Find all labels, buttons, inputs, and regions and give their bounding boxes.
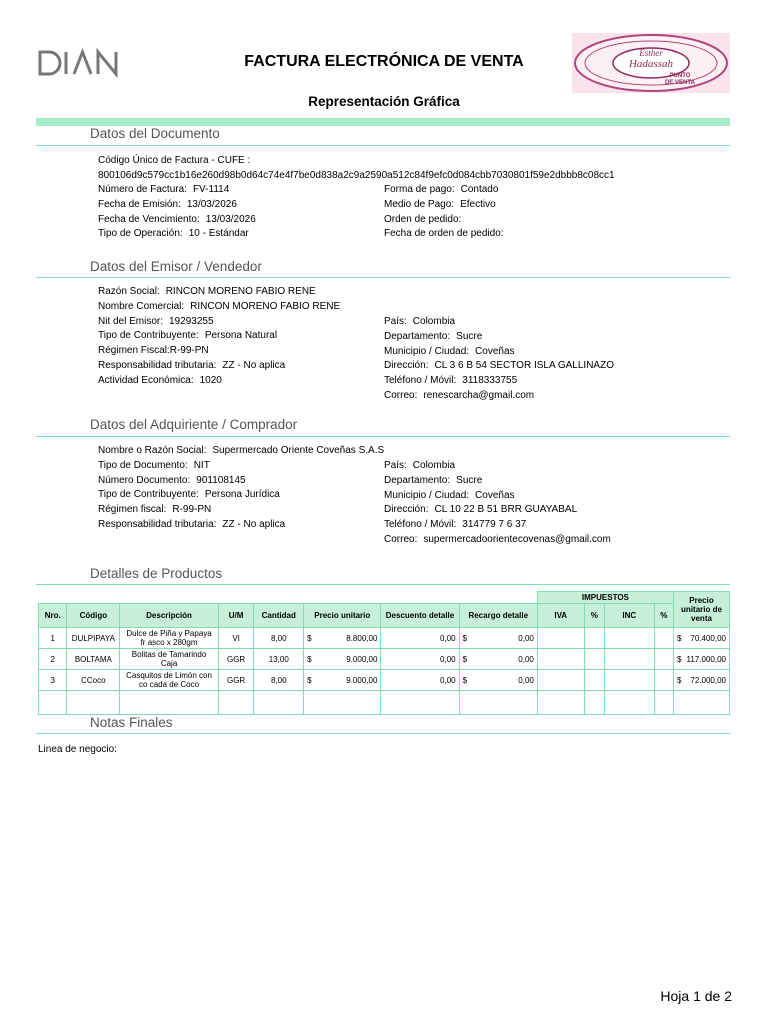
table-header-row-2 (39, 604, 730, 628)
table-row: 1 DULPIPAYA Dulce de Piña y Papaya fr asco x 280gm VI 8,00 $ 8.800,00 0,00 $ 0,00 $ 70.400,00 (39, 628, 730, 649)
pais: País: Colombia (384, 316, 456, 327)
precio-venta-header: Precio unitario de venta (673, 592, 729, 628)
section-divider (36, 145, 730, 146)
tipo-documento: Tipo de Documento: NIT (98, 459, 210, 471)
departamento: Departamento: Sucre (384, 474, 483, 486)
stamp-line3: PUNTO (669, 73, 691, 79)
nombre-comercial: Nombre Comercial: RINCON MORENO FABIO RENE (98, 300, 341, 312)
emisor-left (98, 285, 340, 389)
page-number: Hoja 1 de 2 (660, 988, 732, 1004)
responsabilidad-tributaria: Responsabilidad tributaria: ZZ - No aplica (98, 518, 286, 530)
regimen-fiscal: Régimen fiscal: R-99-PN (98, 504, 212, 516)
tipo-contribuyente: Tipo de Contribuyente: Persona Jurídica (98, 489, 280, 501)
table-row: 2 BOLTAMA Bolitas de Tamarindo Caja GGR 13,00 $ 9.000,00 0,00 $ 0,00 $ 117.000,00 (39, 649, 730, 670)
tipo-contribuyente: Tipo de Contribuyente: Persona Natural (98, 330, 278, 342)
stamp-line1: Esther (639, 48, 663, 58)
stamp-line2: Hadassah (628, 58, 674, 70)
section-notas-title: Notas Finales (90, 715, 173, 730)
section-divider (36, 277, 730, 278)
table-row: 3 CCoco Casquitos de Limón con co cada de Coco GGR 8,00 $ 9.000,00 0,00 $ 0,00 $ 72.000,00 (39, 670, 730, 691)
departamento: Departamento: Sucre (384, 330, 483, 342)
inc-header: INC (604, 604, 654, 628)
documento-left (98, 183, 256, 242)
adquiriente-right (384, 459, 611, 548)
um-header: U/M (218, 604, 254, 628)
table-row-empty (39, 691, 730, 715)
municipio: Municipio / Ciudad: Coveñas (384, 489, 515, 501)
section-productos-title: Detalles de Productos (90, 566, 223, 581)
direccion: Dirección: CL 10 22 B 51 BRR GUAYABAL (384, 504, 578, 516)
correo: Correo: renescarcha@gmail.com (384, 389, 535, 401)
telefono: Teléfono / Móvil: 3118333755 (384, 375, 518, 387)
actividad-economica: Actividad Económica: 1020 (98, 374, 222, 386)
descuento-header: Descuento detalle (381, 604, 459, 628)
section-divider (36, 733, 730, 734)
fecha-vencimiento: Fecha de Vencimiento: 13/03/2026 (98, 213, 256, 225)
regimen-fiscal: Régimen Fiscal:R-99-PN (98, 345, 209, 357)
nombre-razon-social: Nombre o Razón Social: Supermercado Oriente Coveñas S.A.S (98, 445, 385, 456)
documento-right (384, 183, 510, 242)
pct-header: % (654, 604, 673, 628)
cantidad-header: Cantidad (254, 604, 304, 628)
responsabilidad-tributaria: Responsabilidad tributaria: ZZ - No aplica (98, 359, 286, 371)
codigo-header: Código (67, 604, 120, 628)
section-emisor-title: Datos del Emisor / Vendedor (90, 259, 262, 274)
descripcion-header: Descripción (120, 604, 219, 628)
medio-pago: Medio de Pago: Efectivo (384, 198, 496, 210)
section-divider (36, 436, 730, 437)
invoice-subtitle: Representación Gráfica (308, 94, 460, 109)
fecha-emision: Fecha de Emisión: 13/03/2026 (98, 198, 237, 210)
orden-pedido: Orden de pedido: (384, 213, 462, 225)
cufe-label: Código Único de Factura - CUFE : (98, 155, 251, 166)
pct-header: % (584, 604, 604, 628)
section-documento-title: Datos del Documento (90, 126, 220, 141)
numero-factura: Número de Factura: FV-1114 (98, 184, 230, 195)
razon-social: Razón Social: RINCON MORENO FABIO RENE (98, 286, 316, 297)
nit-emisor: Nit del Emisor: 19293255 (98, 315, 214, 327)
products-table (38, 591, 730, 715)
invoice-title: FACTURA ELECTRÓNICA DE VENTA (244, 53, 524, 70)
emisor-right (384, 315, 614, 404)
impuestos-header: IMPUESTOS (537, 592, 673, 604)
pais: País: Colombia (384, 460, 456, 471)
fecha-orden-pedido: Fecha de orden de pedido: (384, 228, 504, 240)
cufe-value: 800106d9c579cc1b16e260d98b0d64c74e4f7be0d838a2c9a2590a512c84f9efc0d084cbb7030801f59e2dbbb8c08cc1 (98, 169, 615, 181)
seller-stamp (572, 33, 730, 93)
adquiriente-left (98, 444, 384, 533)
telefono: Teléfono / Móvil: 314779 7 6 37 (384, 519, 527, 531)
direccion: Dirección: CL 3 6 B 54 SECTOR ISLA GALLINAZO (384, 360, 614, 372)
stamp-line4: DE VENTA (665, 80, 695, 86)
section-divider (36, 584, 730, 585)
table-header-row-1 (39, 592, 730, 604)
correo: Correo: supermercadoorientecovenas@gmail.com (384, 533, 611, 545)
numero-documento: Número Documento: 901108145 (98, 474, 246, 486)
cufe-block (98, 154, 615, 184)
recargo-header: Recargo detalle (459, 604, 537, 628)
header-bar (36, 118, 730, 126)
linea-negocio: Linea de negocio: (38, 744, 117, 755)
municipio: Municipio / Ciudad: Coveñas (384, 345, 515, 357)
nro-header: Nro. (39, 604, 67, 628)
iva-header: IVA (537, 604, 584, 628)
tipo-operacion: Tipo de Operación: 10 - Estándar (98, 228, 249, 240)
section-adquiriente-title: Datos del Adquiriente / Comprador (90, 417, 298, 432)
precio-header: Precio unitario (304, 604, 381, 628)
forma-pago: Forma de pago: Contado (384, 184, 499, 195)
